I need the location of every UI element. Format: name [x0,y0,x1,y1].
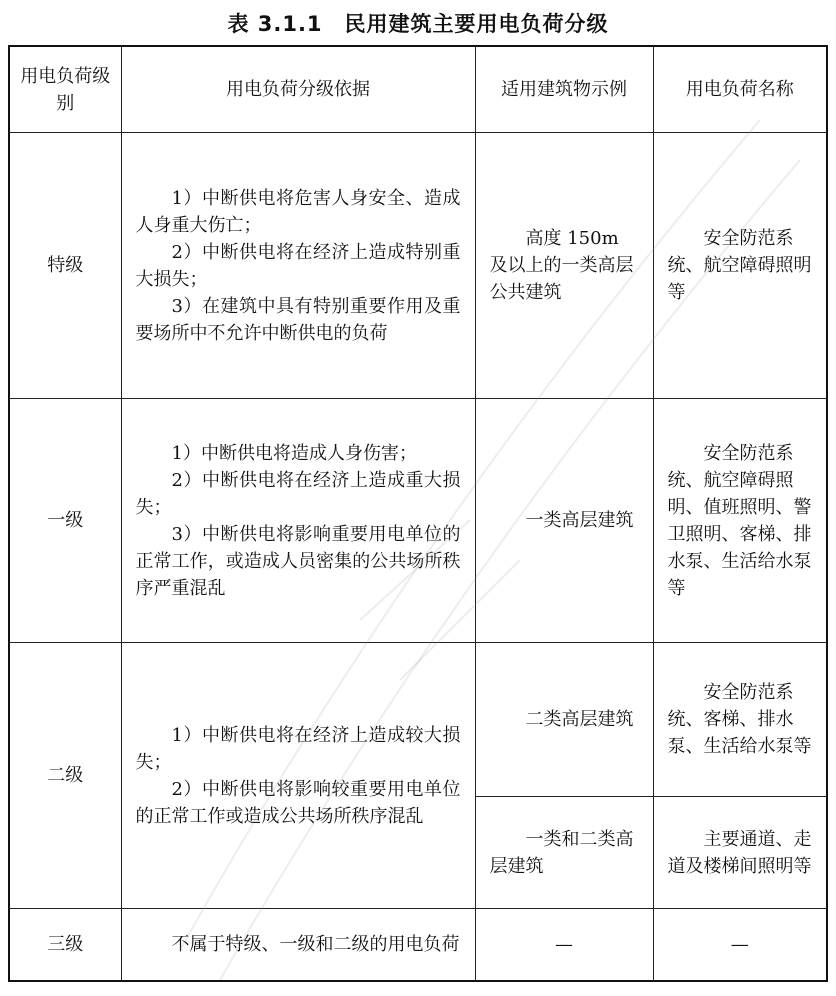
table-row-special [9,133,827,399]
basis-item: 2）中断供电将影响较重要用电单位的正常工作或造成公共场所秩序混乱 [135,778,461,827]
names-third: — [653,909,827,981]
names-first: 安全防范系统、航空障碍照明、值班照明、警卫照明、客梯、排水泵、生活给水泵等 [653,399,827,643]
header-examples: 适用建筑物示例 [475,46,653,133]
table-row-first [9,399,827,643]
basis-item: 3）中断供电将影响重要用电单位的正常工作，或造成人员密集的公共场所秩序严重混乱 [135,523,461,599]
basis-item: 1）中断供电将造成人身伤害； [171,442,417,464]
table-header-row [9,46,827,133]
load-classification-table [8,45,828,982]
level-second: 二级 [9,643,121,909]
level-third: 三级 [9,909,121,981]
names-second-b: 主要通道、走道及楼梯间照明等 [653,797,827,909]
table-row-second-a [9,643,827,797]
header-basis: 用电负荷分级依据 [121,46,475,133]
basis-second [121,643,475,909]
example-second-b: 一类和二类高层建筑 [475,797,653,909]
example-third: — [475,909,653,981]
table-row-third [9,909,827,981]
level-first: 一级 [9,399,121,643]
basis-item: 1）中断供电将危害人身安全、造成人身重大伤亡； [135,187,461,236]
example-second-a: 二类高层建筑 [475,643,653,797]
example-special: 高度 150m 及以上的一类高层公共建筑 [475,133,653,399]
basis-item: 2）中断供电将在经济上造成特别重大损失； [135,241,461,290]
level-special: 特级 [9,133,121,399]
names-special: 安全防范系统、航空障碍照明等 [653,133,827,399]
basis-item: 3）在建筑中具有特别重要作用及重要场所中不允许中断供电的负荷 [135,295,461,344]
basis-first [121,399,475,643]
example-first: 一类高层建筑 [475,399,653,643]
basis-item: 1）中断供电将在经济上造成较大损失； [135,724,461,773]
header-names: 用电负荷名称 [653,46,827,133]
basis-item: 2）中断供电将在经济上造成重大损失； [135,469,461,518]
header-level: 用电负荷级别 [9,46,121,133]
names-second-a: 安全防范系统、客梯、排水泵、生活给水泵等 [653,643,827,797]
basis-third: 不属于特级、一级和二级的用电负荷 [121,909,475,981]
table-title: 表 3.1.1 民用建筑主要用电负荷分级 [227,12,609,36]
basis-special [121,133,475,399]
